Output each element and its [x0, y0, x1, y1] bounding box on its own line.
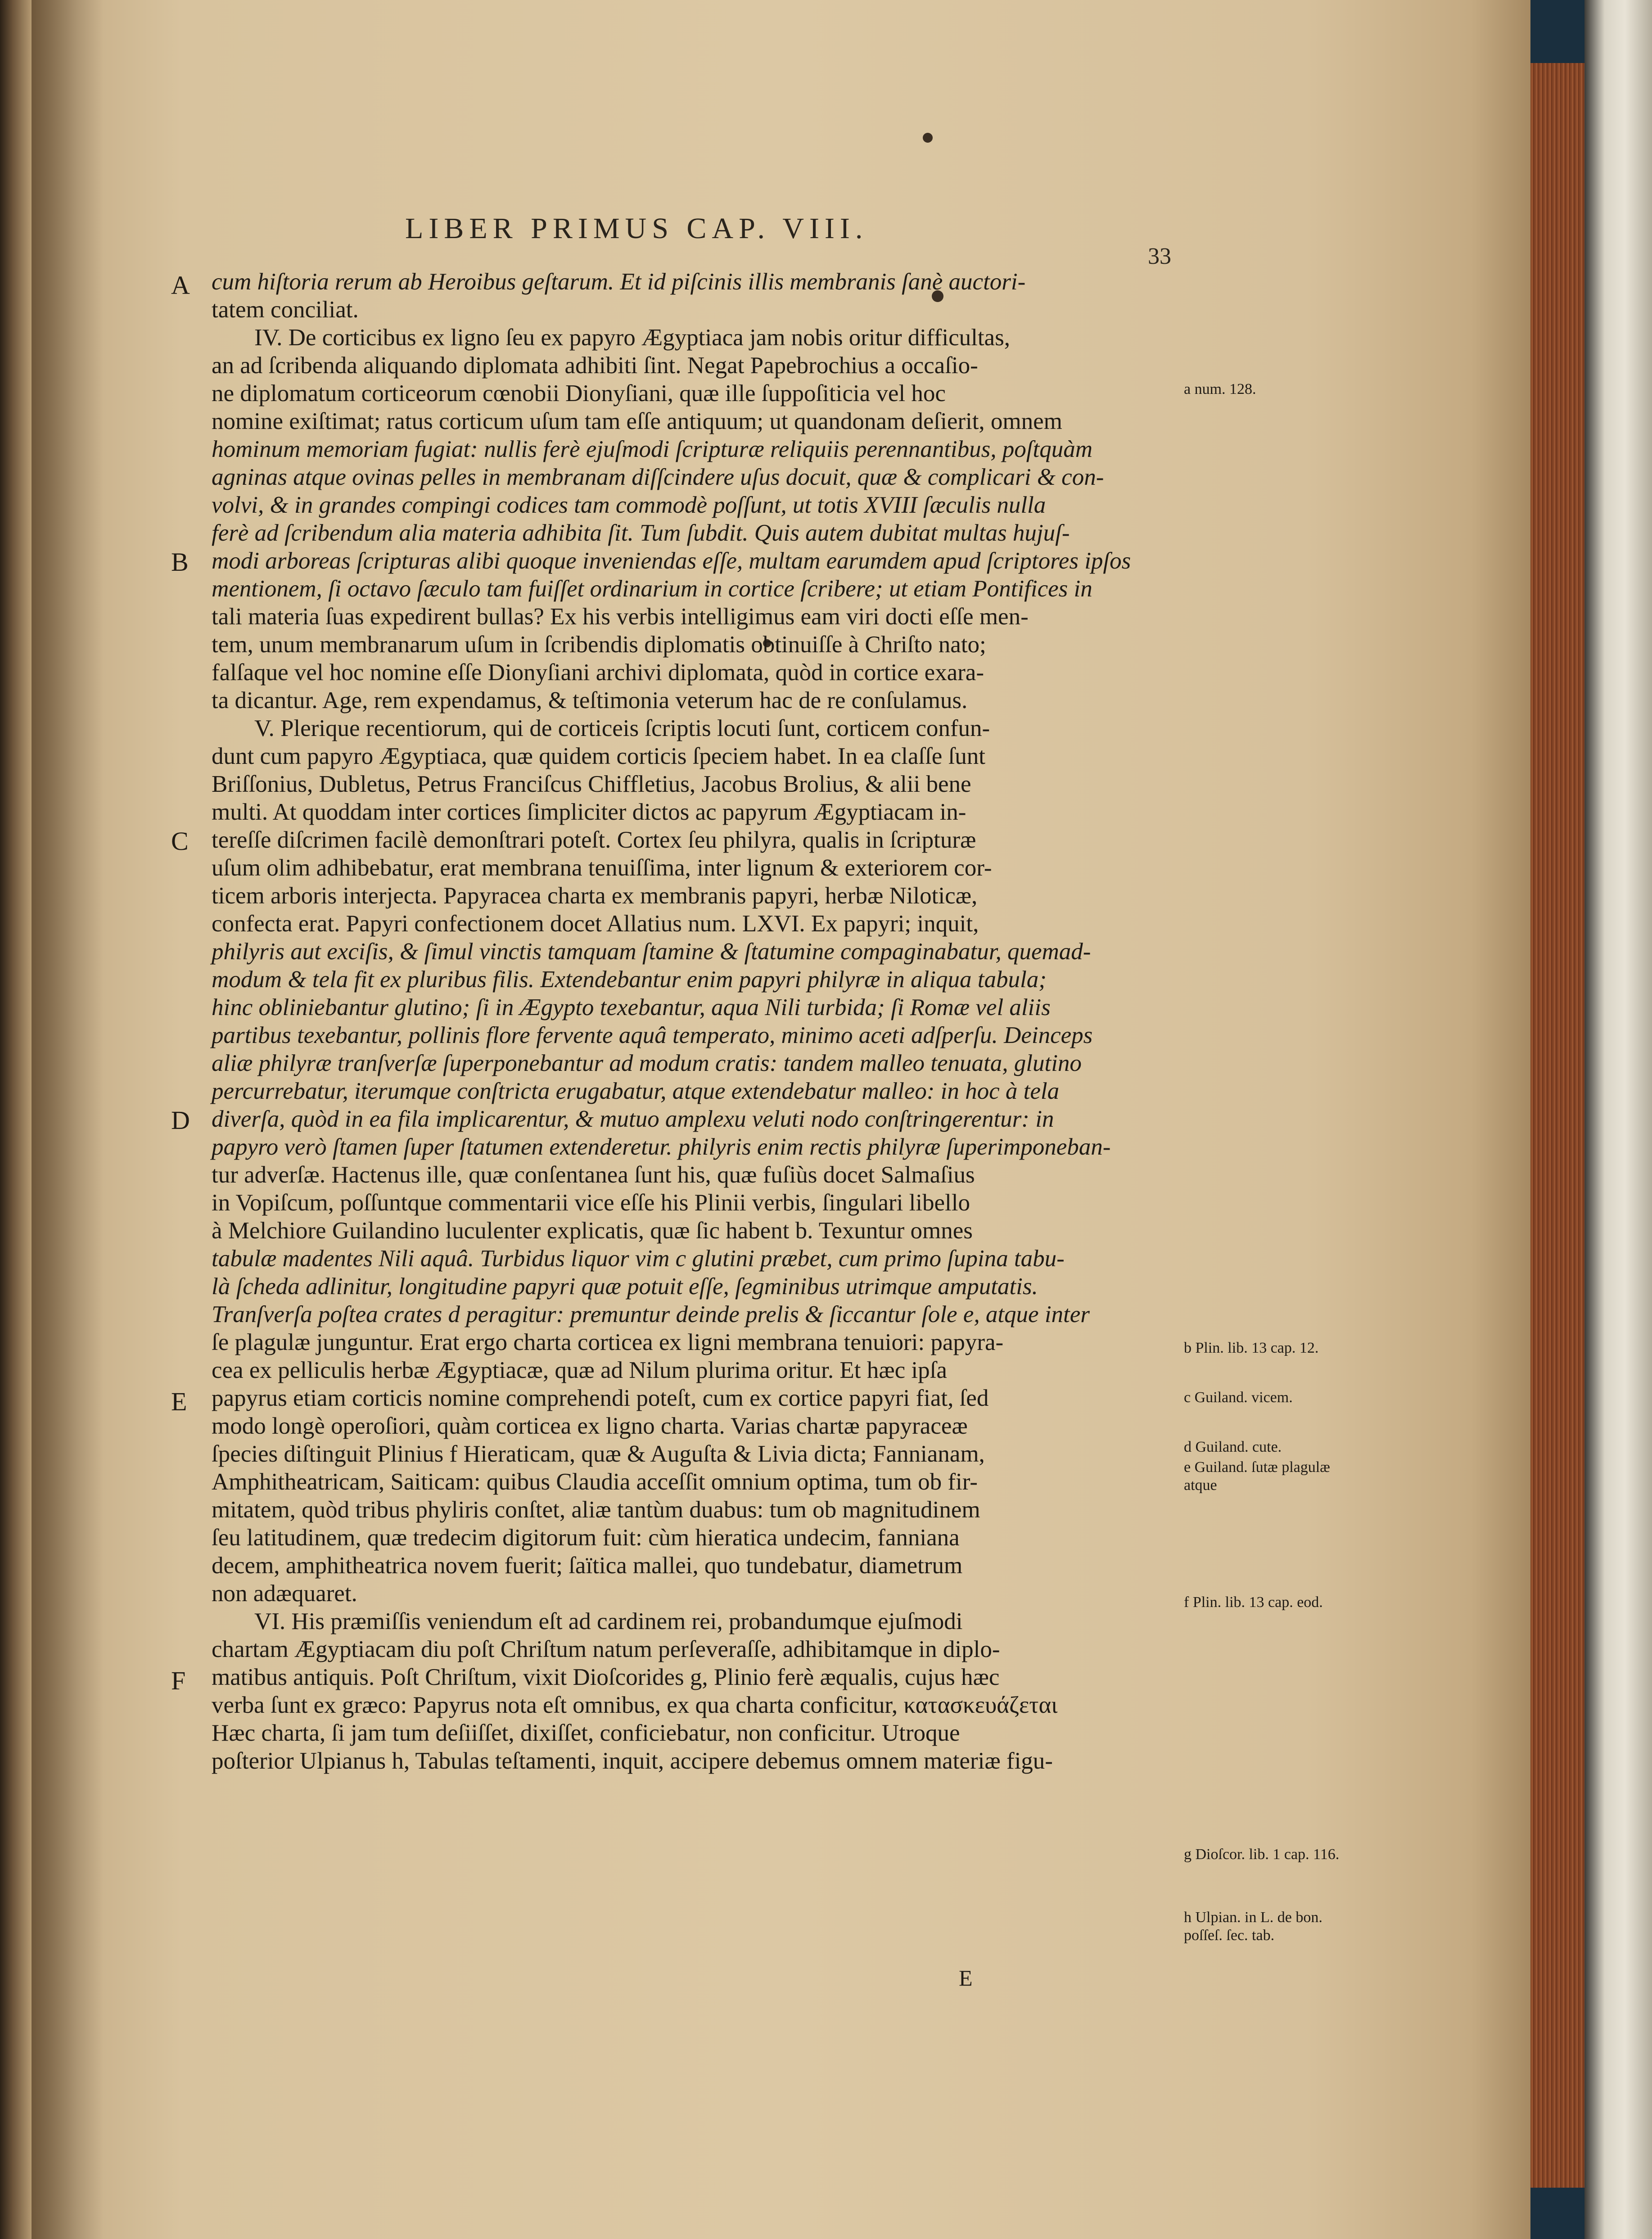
marginal-note-g: g Dioſcor. lib. 1 cap. 116. [1184, 1846, 1340, 1863]
text-line: mentionem, ſi octavo ſæculo tam fuiſſet ordinarium in cortice ſcribere; ut etiam Pontifices in [212, 576, 1092, 602]
text-line: non adæquaret. [212, 1580, 357, 1607]
text-line: hinc obliniebantur glutino; ſi in Ægypto texebantur, aqua Nili turbida; ſi Romæ vel aliis [212, 994, 1051, 1020]
text-line: ta dicantur. Age, rem expendamus, & teſtimonia veterum hac de re conſulamus. [212, 687, 968, 713]
text-line: partibus texebantur, pollinis flore fervente aquâ temperato, minimo aceti adſperſu. Deinceps [212, 1022, 1093, 1048]
gutter-shadow [32, 0, 104, 2239]
text-line: Amphitheatricam, Saiticam: quibus Claudia acceſſit omnium optima, tum ob fir- [212, 1469, 978, 1495]
text-line: Hæc charta, ſi jam tum deſiiſſet, dixiſſet, conficiebatur, non conficitur. Utroque [212, 1720, 960, 1746]
text-line: volvi, & in grandes compingi codices tam commodè poſſunt, ut totis XVIII ſæculis nulla [212, 492, 1046, 518]
section-marker: B [171, 547, 189, 577]
text-line: agninas atque ovinas pelles in membranam diſſcindere uſus docuit, quæ & complicari & con- [212, 464, 1104, 490]
text-line: ticem arboris interjecta. Papyracea charta ex membranis papyri, herbæ Niloticæ, [212, 883, 978, 909]
marginal-note-h: h Ulpian. in L. de bon. poſſeſ. ſec. tab. [1184, 1909, 1323, 1944]
text-line: dunt cum papyro Ægyptiaca, quæ quidem corticis ſpeciem habet. In ea claſſe ſunt [212, 743, 986, 769]
text-line: cum hiſtoria rerum ab Heroibus geſtarum. Et id piſcinis illis membranis ſanè auctori- [212, 269, 1026, 295]
text-line: cea ex pelliculis herbæ Ægyptiacæ, quæ ad Nilum plurima oritur. Et hæc ipſa [212, 1357, 947, 1383]
marginal-note-f: f Plin. lib. 13 cap. eod. [1184, 1594, 1323, 1611]
text-line: Tranſverſa poſtea crates d peragitur: premuntur deinde prelis & ſiccantur ſole e, atque inter [212, 1301, 1090, 1327]
text-line: ferè ad ſcribendum alia materia adhibita ſit. Tum ſubdit. Quis autem dubitat multas hujuſ- [212, 520, 1070, 546]
text-line: decem, amphitheatrica novem fuerit; ſaïtica mallei, quo tundebatur, diametrum [212, 1553, 963, 1579]
text-line: hominum memoriam fugiat: nullis ferè ejuſmodi ſcripturæ reliquiis perennantibus, poſtquàm [212, 436, 1092, 462]
section-marker: A [171, 271, 190, 300]
text-line: tereſſe diſcrimen facilè demonſtrari poteſt. Cortex ſeu philyra, qualis in ſcripturæ [212, 827, 976, 853]
text-line: aliæ philyræ tranſverſæ ſuperponebantur ad modum cratis: tandem malleo tenuata, glutino [212, 1050, 1082, 1076]
text-line: uſum olim adhibebatur, erat membrana tenuiſſima, inter lignum & exteriorem cor- [212, 855, 992, 881]
left-page-edge [0, 0, 32, 2239]
marginal-note-a: a num. 128. [1184, 381, 1256, 397]
text-line: falſaque vel hoc nomine eſſe Dionyſiani archivi diplomata, quòd in cortice exara- [212, 659, 984, 686]
text-line: tabulæ madentes Nili aquâ. Turbidus liquor vim c glutini præbet, cum primo ſupina tabu- [212, 1246, 1065, 1272]
text-line: modo longè operoſiori, quàm corticea ex ligno charta. Varias chartæ papyraceæ [212, 1413, 968, 1439]
marginal-note-c: c Guiland. vicem. [1184, 1389, 1293, 1406]
section-marker: F [171, 1666, 186, 1695]
catchword: E [959, 1965, 973, 1991]
page-number: 33 [1148, 244, 1171, 269]
ink-spot [923, 133, 933, 143]
text-line: VI. His præmiſſis veniendum eſt ad cardinem rei, probandumque ejuſmodi [254, 1608, 963, 1634]
cover-board [1584, 0, 1652, 2239]
text-line: verba ſunt ex græco: Papyrus nota eſt omnibus, ex qua charta conficitur, κατασκευάζεται [212, 1692, 1058, 1718]
text-line: ſe plagulæ junguntur. Erat ergo charta corticea ex ligni membrana tenuiori: papyra- [212, 1329, 1004, 1355]
marginal-note-b: b Plin. lib. 13 cap. 12. [1184, 1340, 1319, 1356]
text-line: tur adverſæ. Hactenus ille, quæ conſentanea ſunt his, quæ fuſiùs docet Salmaſius [212, 1162, 975, 1188]
section-marker: D [171, 1106, 190, 1135]
text-line: V. Plerique recentiorum, qui de corticeis ſcriptis locuti ſunt, corticem confun- [254, 715, 990, 741]
text-line: tem, unum membranarum uſum in ſcribendis diplomatis obtinuiſſe à Chriſto nato; [212, 632, 986, 658]
text-line: mitatem, quòd tribus phyliris conſtet, aliæ tantùm duabus: tum ob magnitudinem [212, 1497, 980, 1523]
running-head: LIBER PRIMUS CAP. VIII. [405, 212, 868, 245]
text-line: multi. At quoddam inter cortices ſimpliciter dictos ac papyrum Ægyptiacam in- [212, 799, 966, 825]
text-line: là ſcheda adlinitur, longitudine papyri quæ potuit eſſe, ſegminibus utrimque amputatis. [212, 1273, 1038, 1300]
text-line: tali materia ſuas expedirent bullas? Ex his verbis intelligimus eam viri docti eſſe men- [212, 604, 1029, 630]
section-marker: E [171, 1387, 187, 1416]
text-line: tatem conciliat. [212, 297, 359, 323]
text-line: papyro verò ſtamen ſuper ſtatumen extenderetur. philyris enim rectis philyræ ſuperimponeban- [212, 1134, 1111, 1160]
text-line: percurrebatur, iterumque conſtricta erugabatur, atque extendebatur malleo: in hoc à tela [212, 1078, 1060, 1104]
text-line: in Vopiſcum, poſſuntque commentarii vice eſſe his Plinii verbis, ſingulari libello [212, 1190, 970, 1216]
text-line: modi arboreas ſcripturas alibi quoque inveniendas eſſe, multam earumdem apud ſcriptores ipſos [212, 548, 1131, 574]
text-line: à Melchiore Guilandino luculenter explicatis, quæ ſic habent b. Texuntur omnes [212, 1218, 973, 1244]
text-line: diverſa, quòd in ea fila implicarentur, & mutuo amplexu veluti nodo conſtringerentur: in [212, 1106, 1054, 1132]
text-line: confecta erat. Papyri confectionem docet Allatius num. LXVI. Ex papyri; inquit, [212, 911, 979, 937]
marginal-note-e: e Guiland. ſutæ plagulæ atque [1184, 1459, 1330, 1494]
section-marker: C [171, 826, 189, 856]
text-line: nomine exiſtimat; ratus corticum uſum tam eſſe antiquum; ut quandonam deſierit, omnem [212, 408, 1062, 434]
text-line: IV. De corticibus ex ligno ſeu ex papyro Ægyptiaca jam nobis oritur difficultas, [254, 325, 1010, 351]
text-line: papyrus etiam corticis nomine comprehendi poteſt, cum ex cortice papyri fiat, ſed [212, 1385, 989, 1411]
text-line: an ad ſcribenda aliquando diplomata adhibiti ſint. Negat Papebrochius a occaſio- [212, 352, 978, 379]
text-line: matibus antiquis. Poſt Chriſtum, vixit Dioſcorides g, Plinio ferè æqualis, cujus hæc [212, 1664, 1000, 1690]
text-line: chartam Ægyptiacam diu poſt Chriſtum natum perſeveraſſe, adhibitamque in diplo- [212, 1636, 1000, 1662]
text-line: modum & tela fit ex pluribus filis. Extendebantur enim papyri philyræ in aliqua tabula; [212, 966, 1047, 993]
text-line: ſeu latitudinem, quæ tredecim digitorum fuit: cùm hieratica undecim, fanniana [212, 1525, 960, 1551]
fore-edge [1530, 63, 1584, 2188]
text-line: poſterior Ulpianus h, Tabulas teſtamenti, inquit, accipere debemus omnem materiæ figu- [212, 1748, 1053, 1774]
text-line: philyris aut exciſis, & ſimul vinctis tamquam ſtamine & ſtatumine compaginabatur, quemad- [212, 939, 1091, 965]
marginal-note-d: d Guiland. cute. [1184, 1439, 1282, 1455]
text-line: ſpecies diſtinguit Plinius f Hieraticam, quæ & Auguſta & Livia dicta; Fannianam, [212, 1441, 985, 1467]
text-line: Briſſonius, Dubletus, Petrus Franciſcus Chiffletius, Jacobus Brolius, & alii bene [212, 771, 971, 797]
main-text [212, 268, 1175, 1978]
text-line: ne diplomatum corticeorum cœnobii Dionyſiani, quæ ille ſuppoſiticia vel hoc [212, 380, 946, 406]
